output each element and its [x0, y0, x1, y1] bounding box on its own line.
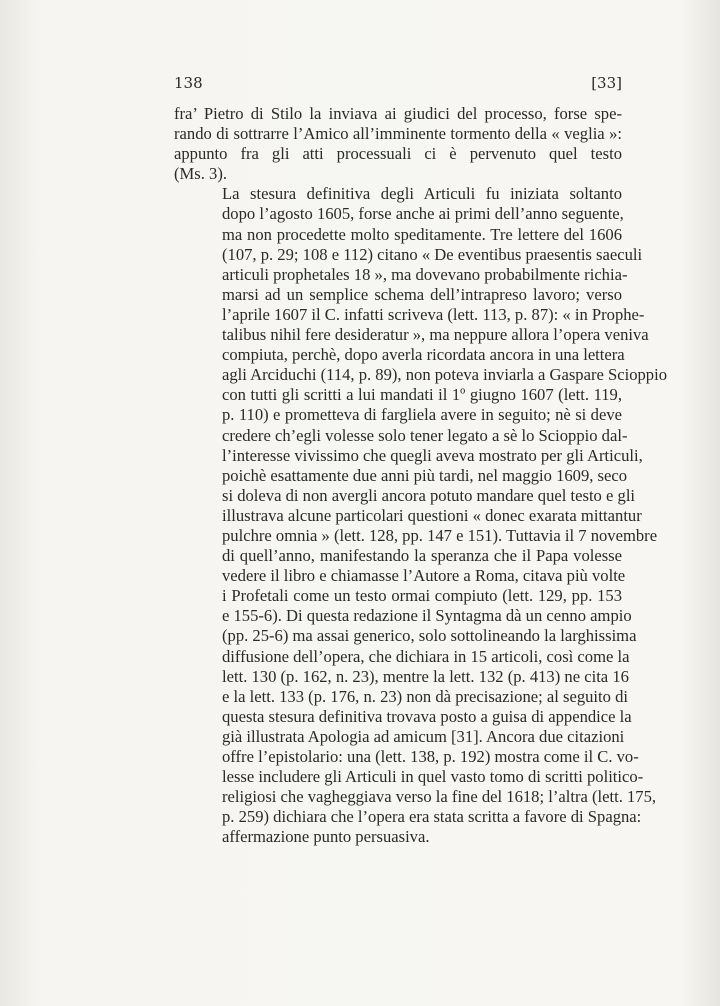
text-line: credere ch’egli volesse solo tener legato a sè lo Scioppio dal- [222, 425, 628, 445]
section-number: [33] [591, 74, 622, 92]
text-line: La stesura definitiva degli Articuli fu iniziata soltanto [222, 184, 622, 204]
text-line: rando di sottrarre l’Amico all’imminente tormento della « veglia »: [174, 124, 622, 144]
text-line: lesse includere gli Articuli in quel vasto tomo di scritti politico- [222, 767, 644, 787]
text-line: questa stesura definitiva trovava posto a guisa di appendice la [222, 706, 632, 726]
text-line: pulchre omnia » (lett. 128, pp. 147 e 151). Tuttavia il 7 novembre [222, 525, 658, 545]
page-header [174, 74, 622, 94]
text-line: diffusione dell’opera, che dichiara in 15 articoli, così come la [222, 646, 630, 666]
text-line: appunto fra gli atti processuali ci è pervenuto quel testo [174, 144, 622, 164]
text-line: già illustrata Apologia ad amicum [31]. Ancora due citazioni [222, 726, 625, 746]
text-line: compiuta, perchè, dopo averla ricordata ancora in una lettera [222, 345, 625, 365]
text-line: illustrava alcune particolari questioni « donec exarata mittantur [222, 505, 642, 525]
paragraph [174, 184, 667, 847]
text-line: (pp. 25-6) ma assai generico, solo sottolineando la larghissima [222, 626, 637, 646]
paragraph [174, 104, 622, 184]
text-line: offre l’epistolario: una (lett. 138, p. 192) mostra come il C. vo- [222, 747, 639, 766]
text-line: affermazione punto persuasiva. [222, 827, 430, 847]
text-line: p. 259) dichiara che l’opera era stata scritta a favore di Spagna: [222, 807, 642, 827]
text-line: religiosi che vagheggiava verso la fine del 1618; l’altra (lett. 175, [222, 787, 657, 807]
text-line: ma non procedette molto speditamente. Tre lettere del 1606 [222, 224, 622, 244]
text-line: poichè esattamente due anni più tardi, nel maggio 1609, seco [222, 465, 628, 485]
text-line: lett. 130 (p. 162, n. 23), mentre la lett. 132 (p. 413) ne cita 16 [222, 666, 629, 686]
text-line: dopo l’agosto 1605, forse anche ai primi dell’anno seguente, [222, 204, 624, 224]
text-line: di quell’anno, manifestando la speranza che il Papa volesse [222, 546, 622, 566]
text-line: agli Arciduchi (114, p. 89), non poteva inviarla a Gaspare Scioppio [222, 365, 667, 385]
text-line: vedere il libro e chiamasse l’Autore a Roma, citava più volte [222, 566, 626, 586]
text-line: si doleva di non avergli ancora potuto mandare quel testo e gli [222, 485, 636, 505]
text-line: fra’ Pietro di Stilo la inviava ai giudici del processo, forse spe- [174, 104, 622, 123]
text-line: l’interesse vivissimo che quegli aveva mostrato per gli Articuli, [222, 445, 643, 465]
text-line: articuli prophetales 18 », ma dovevano probabilmente richia- [222, 264, 628, 284]
text-line: (107, p. 29; 108 e 112) citano « De eventibus praesentis saeculi [222, 244, 643, 264]
page-number: 138 [174, 74, 203, 92]
text-line: con tutti gli scritti a lui mandati il 1º giugno 1607 (lett. 119, [222, 385, 622, 405]
body-text [174, 104, 667, 847]
text-line: e 155-6). Di questa redazione il Syntagma dà un cenno ampio [222, 606, 632, 626]
text-line: e la lett. 133 (p. 176, n. 23) non dà precisazione; al seguito di [222, 686, 628, 706]
text-line: talibus nihil fere desideratur », ma neppure allora l’opera veniva [222, 325, 649, 345]
text-line: i Profetali come un testo ormai compiuto (lett. 129, pp. 153 [222, 586, 622, 606]
text-line: p. 110) e prometteva di fargliela avere in seguito; nè si deve [222, 405, 622, 425]
text-line: marsi ad un semplice schema dell’intrapreso lavoro; verso [222, 284, 622, 304]
text-line: (Ms. 3). [174, 164, 228, 184]
text-line: l’aprile 1607 il C. infatti scriveva (lett. 113, p. 87): « in Prophe- [222, 304, 645, 324]
